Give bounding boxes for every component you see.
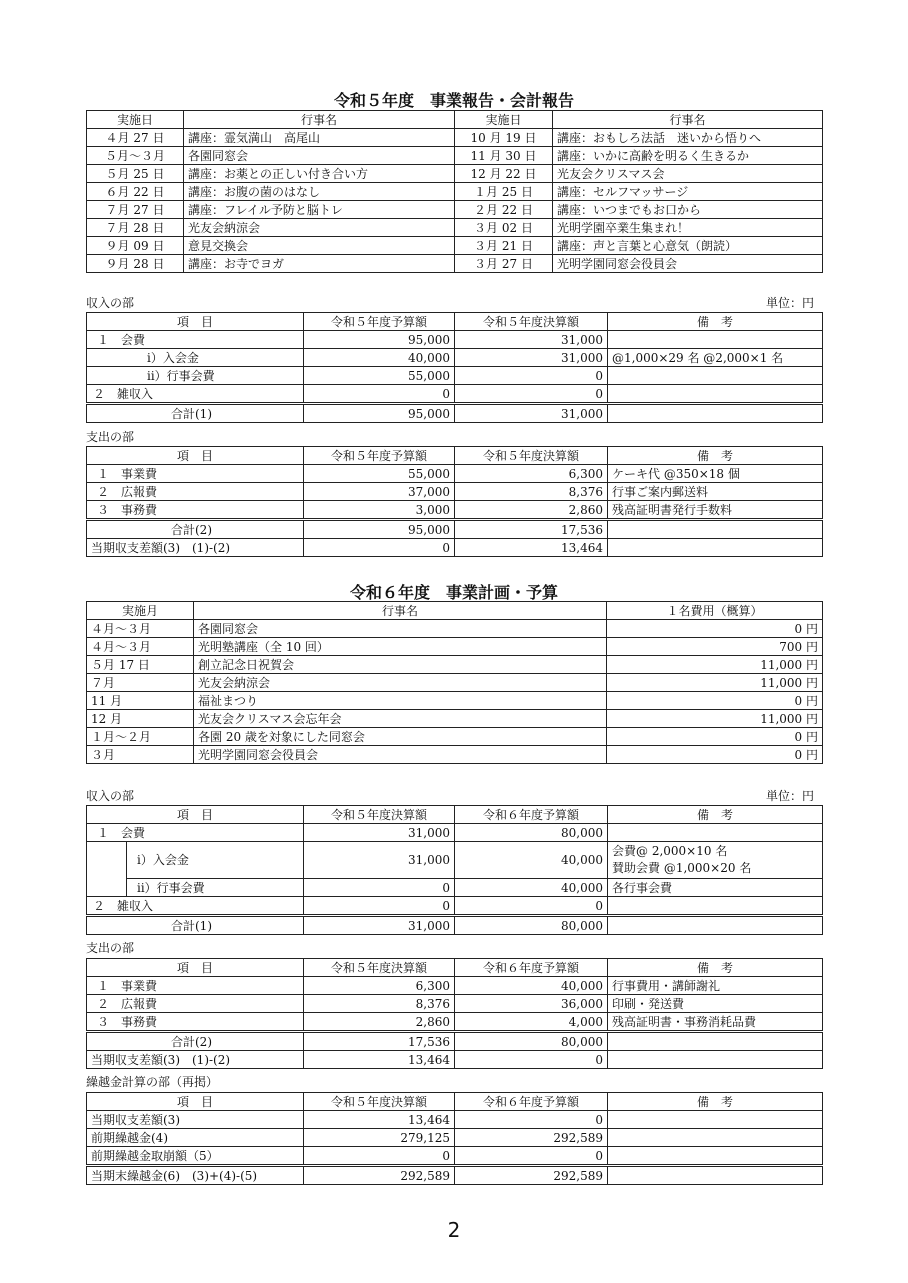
cell: 各行事会費 [608,879,823,897]
cell: ⅰ）入会金 [87,349,304,367]
cell: 279,125 [304,1129,455,1147]
cell: ７月 [87,674,194,692]
header-cell: 実施日 [455,111,553,129]
cell [608,1147,823,1166]
header-cell: 令和５年度予算額 [304,447,455,465]
expense-r6-label: 支出の部 [86,941,135,955]
cell [608,842,823,879]
table-row [87,824,823,842]
cell: ３月 02 日 [455,219,553,237]
cell: 80,000 [455,916,608,935]
cell: 11,000 円 [607,710,823,728]
income-r5-label: 収入の部 [86,296,135,310]
cell: 80,000 [455,1032,608,1051]
cell: 0 [304,539,455,557]
carry-label: 繰越金計算の部（再掲） [86,1075,219,1089]
table-row [87,977,823,995]
cell: 講座：お腹の菌のはなし [184,183,455,201]
table-row [87,620,823,638]
cell: ７月 27 日 [87,201,184,219]
cell: 95,000 [304,404,455,423]
table-row [87,842,823,879]
table-row [87,897,823,916]
income-r6-table [86,805,823,935]
header-cell: 行事名 [184,111,455,129]
total-row [87,1166,823,1185]
cell: 31,000 [304,916,455,935]
table-header [87,313,823,331]
cell [608,520,823,539]
cell: 講座：おもしろ法話 迷いから悟りへ [553,129,823,147]
cell [608,1166,823,1185]
table-row [87,656,823,674]
total-row [87,916,823,935]
cell: 合計(1) [87,916,304,935]
table-row [87,165,823,183]
cell: 0 円 [607,728,823,746]
cell: 17,536 [304,1032,455,1051]
table-row [87,331,823,349]
cell: 6,300 [455,465,608,483]
cell: ５月 17 日 [87,656,194,674]
cell: 各園同窓会 [184,147,455,165]
cell: 0 [455,897,608,916]
cell: 合計(2) [87,520,304,539]
diff-row [87,539,823,557]
cell: 2,860 [455,501,608,520]
cell [608,404,823,423]
cell: 8,376 [304,995,455,1013]
cell: 当期収支差額(3) (1)-(2) [87,1051,304,1069]
table-row [87,465,823,483]
cell: ケーキ代 @350×18 個 [608,465,823,483]
table-row [87,367,823,385]
page-number: 2 [447,1218,461,1242]
indent-cell [87,842,127,897]
title-r5: 令和５年度 事業報告・会計報告 [333,91,574,110]
cell: 700 円 [607,638,823,656]
header-cell: 令和５年度予算額 [304,313,455,331]
cell: 13,464 [304,1111,455,1129]
header-cell: 備 考 [608,806,823,824]
cell: 光明学園卒業生集まれ！ [553,219,823,237]
cell [608,1111,823,1129]
note-line: 賛助会費 @1,000×20 名 [612,861,752,875]
cell: 0 [304,1147,455,1166]
cell: 0 [455,367,608,385]
table-header [87,806,823,824]
table-header [87,959,823,977]
cell: 11,000 円 [607,674,823,692]
cell: 0 [455,1111,608,1129]
cell: 意見交換会 [184,237,455,255]
cell: 95,000 [304,520,455,539]
table-row [87,219,823,237]
cell: 前期繰越金(4) [87,1129,304,1147]
plan-r6-table [86,601,823,764]
cell: 13,464 [455,539,608,557]
cell: 12 月 [87,710,194,728]
table-row [87,879,823,897]
table-row [87,483,823,501]
header-cell: 備 考 [608,959,823,977]
table-row [87,255,823,273]
cell: ⅰ）入会金 [127,842,304,879]
cell: @1,000×29 名 @2,000×1 名 [608,349,823,367]
table-row [87,1129,823,1147]
header-cell: 備 考 [608,313,823,331]
header-cell: １名費用（概算） [607,602,823,620]
cell: 55,000 [304,465,455,483]
cell: 17,536 [455,520,608,539]
diff-row [87,1051,823,1069]
table-row [87,183,823,201]
header-cell: 項 目 [87,806,304,824]
cell [608,1129,823,1147]
cell: ２ 広報費 [87,483,304,501]
cell: 光友会納涼会 [194,674,607,692]
cell: 合計(2) [87,1032,304,1051]
cell: 福祉まつり [194,692,607,710]
cell [608,916,823,935]
cell: 0 [304,897,455,916]
cell: ３ 事務費 [87,1013,304,1032]
cell: ７月 28 日 [87,219,184,237]
cell: 31,000 [455,331,608,349]
cell: 前期繰越金取崩額（5） [87,1147,304,1166]
header-cell: 実施日 [87,111,184,129]
table-row [87,349,823,367]
table-row [87,1111,823,1129]
cell: 31,000 [304,824,455,842]
cell: 40,000 [304,349,455,367]
cell: 講座：霊気満山 高尾山 [184,129,455,147]
table-row [87,995,823,1013]
header-cell: 令和５年度決算額 [304,959,455,977]
cell [608,1051,823,1069]
cell: ５月 25 日 [87,165,184,183]
cell: 講座：お寺でヨガ [184,255,455,273]
table-row [87,201,823,219]
cell: 当期収支差額(3) (1)-(2) [87,539,304,557]
cell: 40,000 [455,977,608,995]
table-row [87,147,823,165]
cell: 当期末繰越金(6) (3)+(4)-(5) [87,1166,304,1185]
cell: 光明学園同窓会役員会 [194,746,607,764]
cell: 講座：セルフマッサージ [553,183,823,201]
header-cell: 令和５年度決算額 [455,447,608,465]
cell [608,824,823,842]
cell: 80,000 [455,824,608,842]
cell: 40,000 [455,879,608,897]
cell: ２ 雑収入 [87,385,304,404]
cell: ⅱ）行事会費 [87,367,304,385]
cell: ９月 28 日 [87,255,184,273]
cell: ３ 事務費 [87,501,304,520]
cell: ６月 22 日 [87,183,184,201]
header-cell: 令和５年度決算額 [304,1093,455,1111]
cell: 36,000 [455,995,608,1013]
cell: 印刷・発送費 [608,995,823,1013]
table-row [87,638,823,656]
cell: １ 会費 [87,331,304,349]
cell: 合計(1) [87,404,304,423]
cell: ２月 22 日 [455,201,553,219]
header-cell: 令和６年度予算額 [455,806,608,824]
cell [608,367,823,385]
cell: ２ 雑収入 [87,897,304,916]
cell: ３月 27 日 [455,255,553,273]
cell: 13,464 [304,1051,455,1069]
cell: 6,300 [304,977,455,995]
cell: 0 [455,1147,608,1166]
header-cell: 実施月 [87,602,194,620]
cell: 各園 20 歳を対象にした同窓会 [194,728,607,746]
cell: 3,000 [304,501,455,520]
cell: 各園同窓会 [194,620,607,638]
cell: 講座：フレイル予防と脳トレ [184,201,455,219]
cell: 講座：いかに高齢を明るく生きるか [553,147,823,165]
cell: 10 月 19 日 [455,129,553,147]
cell: ４月～３月 [87,620,194,638]
table-header [87,111,823,129]
cell: 光友会納涼会 [184,219,455,237]
header-cell: 項 目 [87,1093,304,1111]
cell: ５月～３月 [87,147,184,165]
table-row [87,501,823,520]
table-row [87,728,823,746]
table-row [87,746,823,764]
events-r5-table [86,110,823,273]
cell: 光明学園同窓会役員会 [553,255,823,273]
cell: 292,589 [455,1129,608,1147]
header-cell: 行事名 [553,111,823,129]
cell: 光友会クリスマス会忘年会 [194,710,607,728]
cell: １ 会費 [87,824,304,842]
cell: 8,376 [455,483,608,501]
table-row [87,1013,823,1032]
cell: ４月 27 日 [87,129,184,147]
header-cell: 項 目 [87,313,304,331]
cell: 講座：いつまでもお口から [553,201,823,219]
income-r6-label: 収入の部 [86,789,135,803]
header-cell: 項 目 [87,447,304,465]
cell: ３月 [87,746,194,764]
title-r6: 令和６年度 事業計画・予算 [349,583,558,602]
cell: 残高証明書発行手数料 [608,501,823,520]
header-cell: 備 考 [608,447,823,465]
cell: 0 円 [607,620,823,638]
cell: 0 [304,879,455,897]
cell: 40,000 [455,842,608,879]
cell: ⅱ）行事会費 [127,879,304,897]
cell: 講座：お薬との正しい付き合い方 [184,165,455,183]
cell [608,385,823,404]
table-row [87,385,823,404]
cell: 31,000 [455,349,608,367]
cell: 光友会クリスマス会 [553,165,823,183]
cell: 光明塾講座（全 10 回） [194,638,607,656]
cell: 0 円 [607,746,823,764]
cell [608,539,823,557]
total-row [87,404,823,423]
header-cell: 項 目 [87,959,304,977]
table-header [87,447,823,465]
cell: 11 月 30 日 [455,147,553,165]
cell: 31,000 [455,404,608,423]
cell: ３月 21 日 [455,237,553,255]
cell: 4,000 [455,1013,608,1032]
cell: 292,589 [455,1166,608,1185]
income-r5-unit: 単位：円 [765,296,814,310]
cell: ２ 広報費 [87,995,304,1013]
expense-r5-label: 支出の部 [86,430,135,444]
cell: 37,000 [304,483,455,501]
income-r6-unit: 単位：円 [765,789,814,803]
expense-r5-table [86,446,823,557]
cell: １月 25 日 [455,183,553,201]
cell: ４月～３月 [87,638,194,656]
table-row [87,1147,823,1166]
table-header [87,1093,823,1111]
cell: 0 [304,385,455,404]
table-header [87,602,823,620]
cell: 0 [455,385,608,404]
table-row [87,129,823,147]
cell: 創立記念日祝賀会 [194,656,607,674]
cell: 0 [455,1051,608,1069]
table-row [87,710,823,728]
note-line: 会費@ 2,000×10 名 [612,844,728,858]
header-cell: 備 考 [608,1093,823,1111]
cell: 残高証明書・事務消耗品費 [608,1013,823,1032]
carry-table [86,1092,823,1185]
cell: １ 事業費 [87,977,304,995]
cell: 当期収支差額(3) [87,1111,304,1129]
header-cell: 令和６年度予算額 [455,1093,608,1111]
cell: 2,860 [304,1013,455,1032]
table-row [87,674,823,692]
cell: 11,000 円 [607,656,823,674]
cell: 0 円 [607,692,823,710]
header-cell: 行事名 [194,602,607,620]
table-row [87,692,823,710]
header-cell: 令和６年度予算額 [455,959,608,977]
cell: 12 月 22 日 [455,165,553,183]
income-r5-table [86,312,823,423]
cell: 講座：声と言葉と心意気（朗読） [553,237,823,255]
cell: 31,000 [304,842,455,879]
header-cell: 令和５年度決算額 [304,806,455,824]
cell: 行事ご案内郵送料 [608,483,823,501]
total-row [87,1032,823,1051]
cell: 行事費用・講師謝礼 [608,977,823,995]
header-cell: 令和５年度決算額 [455,313,608,331]
cell [608,331,823,349]
total-row [87,520,823,539]
cell [608,897,823,916]
cell [608,1032,823,1051]
table-row [87,237,823,255]
cell: ９月 09 日 [87,237,184,255]
cell: 55,000 [304,367,455,385]
cell: 292,589 [304,1166,455,1185]
expense-r6-table [86,958,823,1069]
cell: 11 月 [87,692,194,710]
cell: １ 事業費 [87,465,304,483]
cell: １月～２月 [87,728,194,746]
cell: 95,000 [304,331,455,349]
